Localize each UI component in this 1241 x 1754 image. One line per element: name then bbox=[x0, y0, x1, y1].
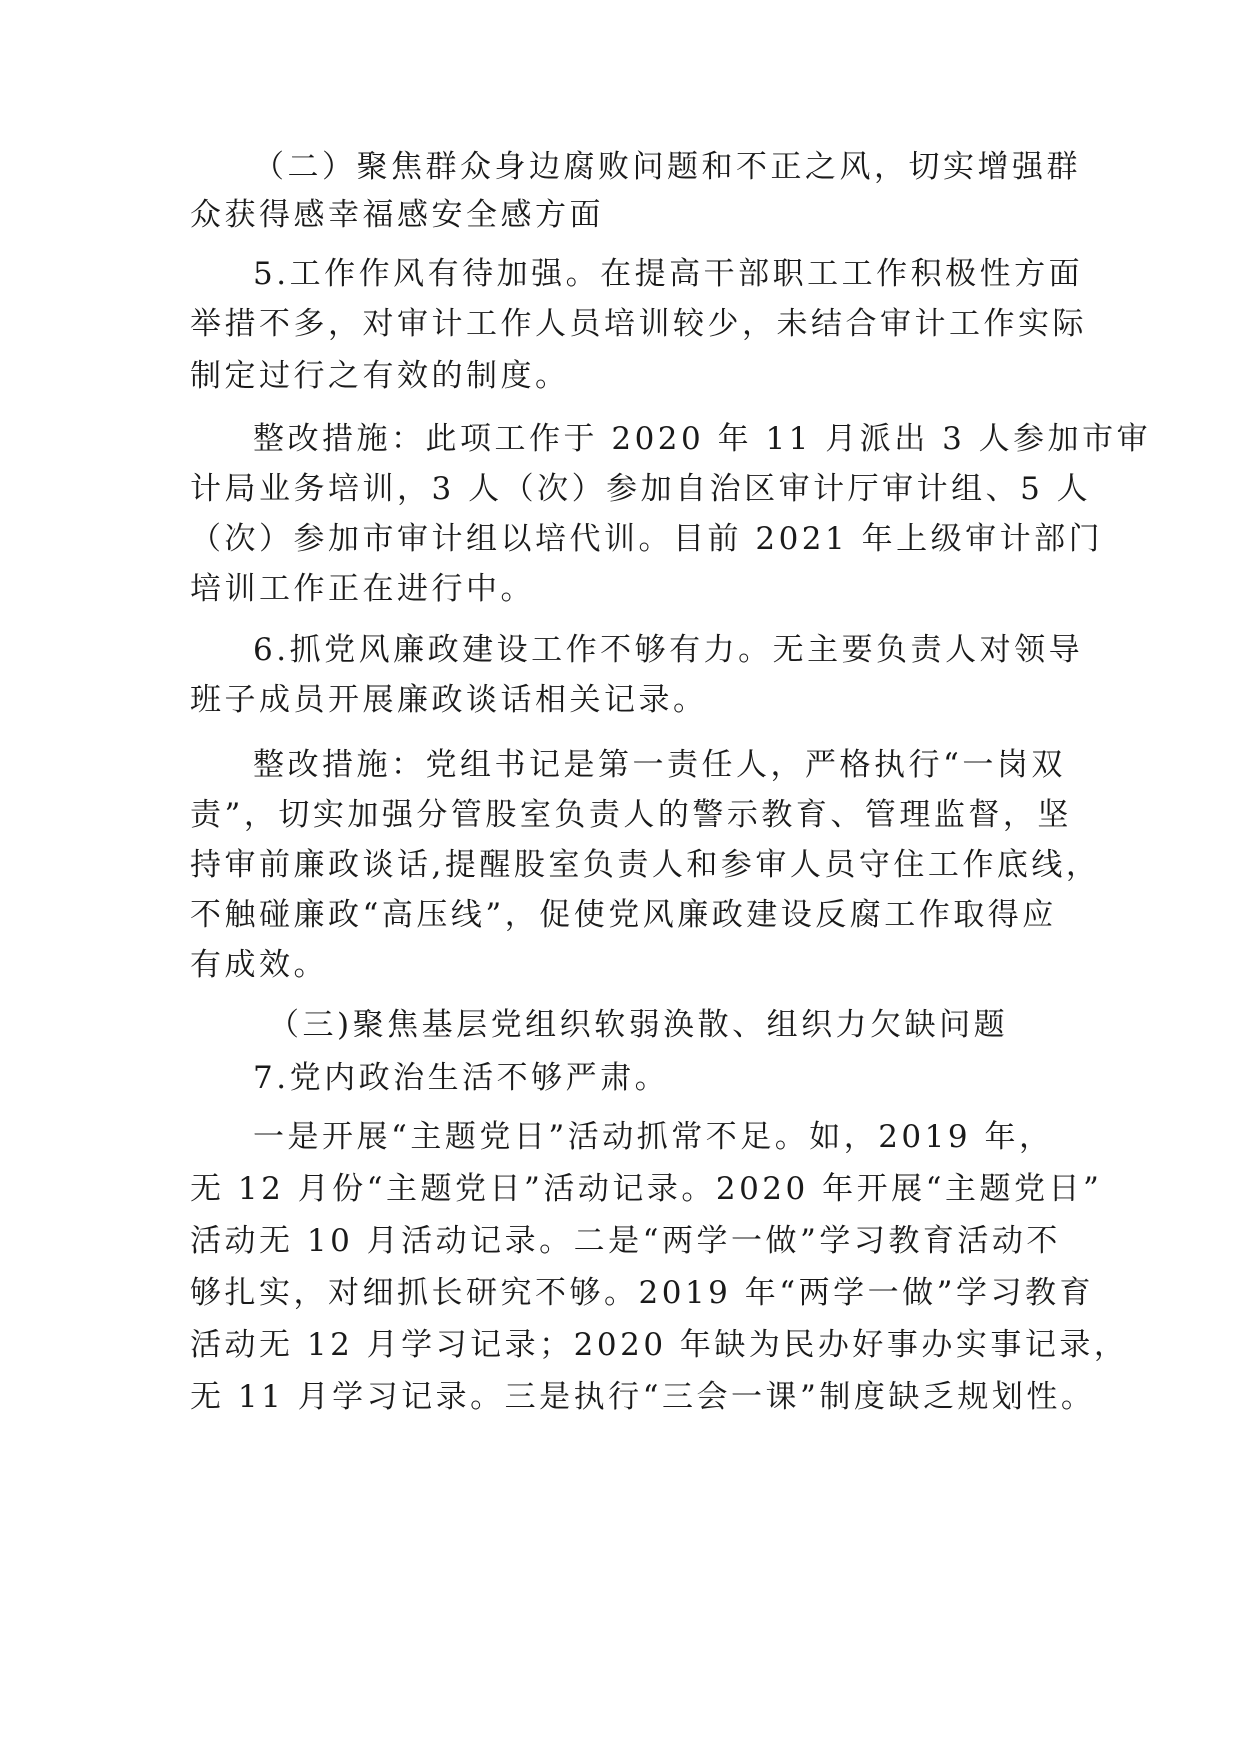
item-5-measures-line-4: 培训工作正在进行中。 bbox=[190, 571, 535, 607]
item-7-body-line-1: 一是开展“主题党日”活动抓常不足。如，2019 年， bbox=[253, 1119, 1054, 1155]
item-7-line-1: 7.党内政治生活不够严肃。 bbox=[253, 1060, 670, 1096]
item-5-measures-line-3: （次）参加市审计组以培代训。目前 2021 年上级审计部门 bbox=[190, 521, 1104, 557]
item-7-body-line-6: 无 11 月学习记录。三是执行“三会一课”制度缺乏规划性。 bbox=[190, 1379, 1096, 1415]
item-5-measures-line-2: 计局业务培训，3 人（次）参加自治区审计厅审计组、5 人 bbox=[190, 471, 1092, 507]
section-heading-3: （三)聚焦基层党组织软弱涣散、组织力欠缺问题 bbox=[268, 1007, 1009, 1043]
section-heading-2-line-2: 众获得感幸福感安全感方面 bbox=[190, 197, 604, 233]
item-6-measures-line-2: 责”，切实加强分管股室负责人的警示教育、管理监督，坚 bbox=[190, 797, 1072, 833]
item-6-line-2: 班子成员开展廉政谈话相关记录。 bbox=[190, 682, 708, 718]
item-6-measures-line-1: 整改措施：党组书记是第一责任人，严格执行“一岗双 bbox=[253, 747, 1066, 783]
item-6-line-1: 6.抓党风廉政建设工作不够有力。无主要负责人对领导 bbox=[253, 632, 1084, 668]
item-7-body-line-2: 无 12 月份“主题党日”活动记录。2020 年开展“主题党日” bbox=[190, 1171, 1103, 1207]
item-6-measures-line-5: 有成效。 bbox=[190, 947, 328, 983]
item-5-line-2: 举措不多，对审计工作人员培训较少，未结合审计工作实际 bbox=[190, 306, 1087, 342]
item-7-body-line-3: 活动无 10 月活动记录。二是“两学一做”学习教育活动不 bbox=[190, 1223, 1061, 1259]
item-7-body-line-4: 够扎实，对细抓长研究不够。2019 年“两学一做”学习教育 bbox=[190, 1275, 1094, 1311]
item-5-line-3: 制定过行之有效的制度。 bbox=[190, 358, 570, 394]
item-5-line-1: 5.工作作风有待加强。在提高干部职工工作积极性方面 bbox=[253, 256, 1084, 292]
section-heading-2-line-1: （二）聚焦群众身边腐败问题和不正之风，切实增强群 bbox=[253, 149, 1081, 185]
item-6-measures-line-4: 不触碰廉政“高压线”，促使党风廉政建设反腐工作取得应 bbox=[190, 897, 1057, 933]
item-7-body-line-5: 活动无 12 月学习记录；2020 年缺为民办好事办实事记录， bbox=[190, 1327, 1129, 1363]
item-6-measures-line-3: 持审前廉政谈话,提醒股室负责人和参审人员守住工作底线， bbox=[190, 847, 1101, 883]
item-5-measures-line-1: 整改措施：此项工作于 2020 年 11 月派出 3 人参加市审 bbox=[253, 421, 1152, 457]
